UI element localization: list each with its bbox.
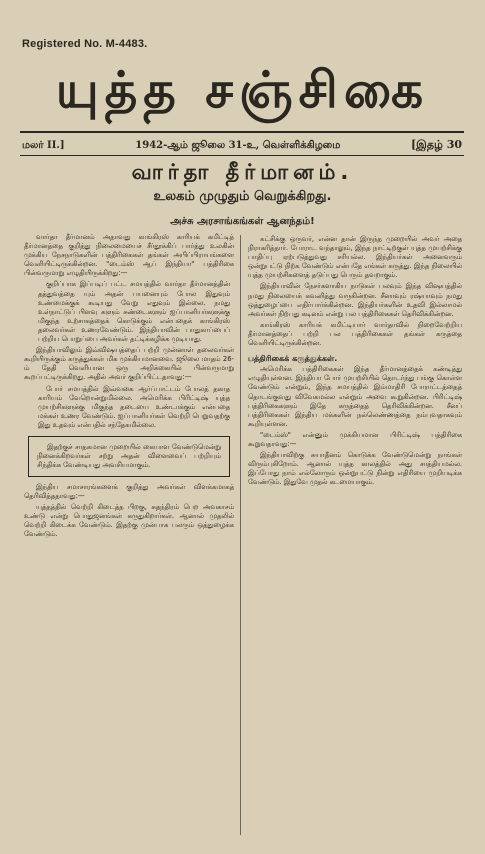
main-headline: வார்தா தீர்மானம். <box>131 160 354 184</box>
registration-number: Registered No. M-4483. <box>22 38 148 50</box>
kicker-headline: அச்சு அரசாங்கங்கள் ஆனந்தம்! <box>170 216 315 227</box>
top-rule <box>20 131 464 133</box>
left-column <box>24 233 234 542</box>
left-para-4: யுத்தத்தில் வெற்றி கிடைத்த பிறகு, சுதந்திரம் பெற அவகாசம் உண்டு என்று பொதுஜனங்கள் கருதுகிறார்கள். ஆனால் முதலில் வெற்றி கிடைக்க வேண்டும். இதற்கு முன்பாக பலரும் ஒத்துழைக்க வேண்டும். <box>24 503 234 539</box>
section-heading: பத்திரிகைக் கருத்துக்கள். <box>248 354 338 364</box>
right-para-6: இந்தியாவிற்கு சுயாதீனம் கொடுக்க வேண்டுமென்று நாங்கள் விரும்புகிறோம். ஆனால் யுத்த காலத்தில் அது சாத்தியமல்ல. இப்போது நாம் எல்லோரும் ஒன்றுபட்டு நின்று எதிரியை முறியடிக்க வேண்டும். இதுவே முதல் கடமையாகும். <box>248 451 462 487</box>
sub-headline: உலகம் முழுதும் வெறுக்கிறது. <box>153 189 332 204</box>
left-quote-1: குறிப்பாக இப்படிப் பட்ட சமயத்தில் வார்தா தீர்மானத்தின் தத்துவத்தை யும் அதன் பயனையும் போல இதுவும் உண்மைக்குக் கூடியது வேறு எதுவும் இல்லை. நமது உள்நாட்டுப் பிளவு களும் சண்டைகளும் ஐப்பானியர்களுக்கு மிகுந்த உற்சாகத்தைக் கொடுக்கும் என்பதைக் காங்கிரஸ் தலைவர்கள் உணரவேண்டும். இந்தியாவின் பாதுகாப்பைப் பற்றிய பொறுப்பை அவர்கள் தட்டிக்கழிக்க முடியாது. <box>38 280 230 344</box>
right-para-3: காங்கிரஸ் காரியக் கமிட்டியார் வார்தாவில் நிறைவேற்றிய தீர்மானத்தைப் பற்றி பல பத்திரிகைகள் தங்கள் கருத்தை வெளியிட்டிருக்கின்றன. <box>248 320 462 348</box>
issue-info-bar <box>22 138 462 153</box>
right-column <box>248 235 462 489</box>
newspaper-masthead: யுத்த சஞ்சிகை <box>55 61 430 119</box>
volume-label: மலர் II.] <box>22 139 65 151</box>
right-para-1: கட்சிக்கு ஒருவர், என்ன தான் இருந்த முறையில் அவர் அதை நிராகரித்தார். போராட வந்தாலும், இந்த நாட்டிற்குள் யுத்த முயற்சிக்கு பாதிப்பு ஏற்படுத்துவது சரியல்ல. இந்தியர்கள் அனைவரும் ஒன்றுபட்டு நிற்க வேண்டும் என்பதே எங்கள் கருத்து. இந்த நிலையில் யுத்த முயற்சிகளைத் தடுப்பது பெரும் தவறாகும். <box>248 235 462 280</box>
column-divider <box>240 235 241 835</box>
info-rule <box>20 155 464 156</box>
left-para-2: இந்தியாவிலும் இவ்விஷயத்தைப் பற்றி முன்னாள் தலைவர்கள் கூறியிருக்கும் கருத்துக்கள் மிக முக்கியமானவை. ஜூலை மாதம் 26-ம் தேதி வெளியான ஒரு அறிக்கையில் பின்வருமாறு கூறப்பட்டிருக்கிறது. அதில் அவர் குறிப்பிட்டதாவது:— <box>24 346 234 382</box>
left-para-3: இந்திய சமாசாரங்களைக் குறித்து அவர்கள் விளக்கமாகத் தெரிவித்ததாவது:— <box>24 482 234 501</box>
boxed-note: இதற்குச் சாதகமான முறையில் கையாள வேண்டுமென்று நினைக்கிறவர்கள் சற்று அதன் விளைவைப் பற்றியும் சிந்திக்க வேண்டியது அவசியமாகும். <box>28 436 230 477</box>
left-quote-2: போர் சமயத்தில் இவ்வகை ஆர்ப்பாட்டம் போலத் தகாத காரியம் வேறொன்றுமில்லை. அமெரிக்க பிரிட்டிஷ் யுத்த முயற்சிகளுக்கு மிகுந்த தடையை உண்டாக்கும் என்பதை மக்கள் உணர வேண்டும். ஐப்பானியர்கள் வெற்றி பெறுவதற்கு இது உதவும் என்பதில் சந்தேகமில்லை. <box>38 384 230 429</box>
issue-date: 1942-ஆம் ஜூலை 31-உ, வெள்ளிக்கிழமை <box>135 139 341 151</box>
right-para-5: "டைம்ஸ்" என்னும் முக்கியமான பிரிட்டிஷ் பத்திரிகை கூறுவதாவது:— <box>248 430 462 448</box>
right-para-2: இந்தியாவின் நேசர்களாகிய நாடுகள் பலவும் இந்த விஷயத்தில் நமது நிலையைக் கவனித்து வருகின்றன. சீனாவும் ரஷ்யாவும் நமது ஒத்துழைப்பை எதிர்பார்க்கின்றன. இந்தியர்களின் உதவி இல்லாமல் அவர்கள் நிற்பது கடினம் என்று பல பத்திரிகைகள் தெரிவிக்கின்றன. <box>248 282 462 318</box>
left-para-1: வார்தா தீர்மானம் அதாவது காங்கிரஸ் காரியக் கமிட்டித் தீர்மானத்தை குறித்து நிலைமையைச் சீர்தூக்கிப் பார்த்து உலகின் முக்கிய நேசநாடுகளின் பத்திரிகைகள் தங்கள் அபிப்பிராயங்களை வெளியிட்டிருக்கின்றன. "டைம்ஸ் ஆப் இந்தியா" பத்திரிகை பின்வருமாறு எழுதியிருக்கிறது:— <box>24 233 234 278</box>
right-para-4: அமெரிக்க பத்திரிகைகள் இந்த தீர்மானத்தைக் கண்டித்து எழுதியுள்ளன. இந்தியா போர் முயற்சியில் தொடர்ந்து பங்கு கொள்ள வேண்டும் என்றும், இந்த சமயத்தில் இம்மாதிரி போராட்டத்தைத் தொடங்குவது விவேகமல்ல என்றும் அவை கூறுகின்றன. பிரிட்டிஷ் பத்திரிகைகளும் இதே கருத்தைத் தெரிவிக்கின்றன. சீனப் பத்திரிகைகள் இந்திய மக்களின் நல்லெண்ணத்தை நம்புவதாகவும் கூறியுள்ளன. <box>248 365 462 428</box>
issue-number: [இதழ் 30 <box>410 138 462 151</box>
